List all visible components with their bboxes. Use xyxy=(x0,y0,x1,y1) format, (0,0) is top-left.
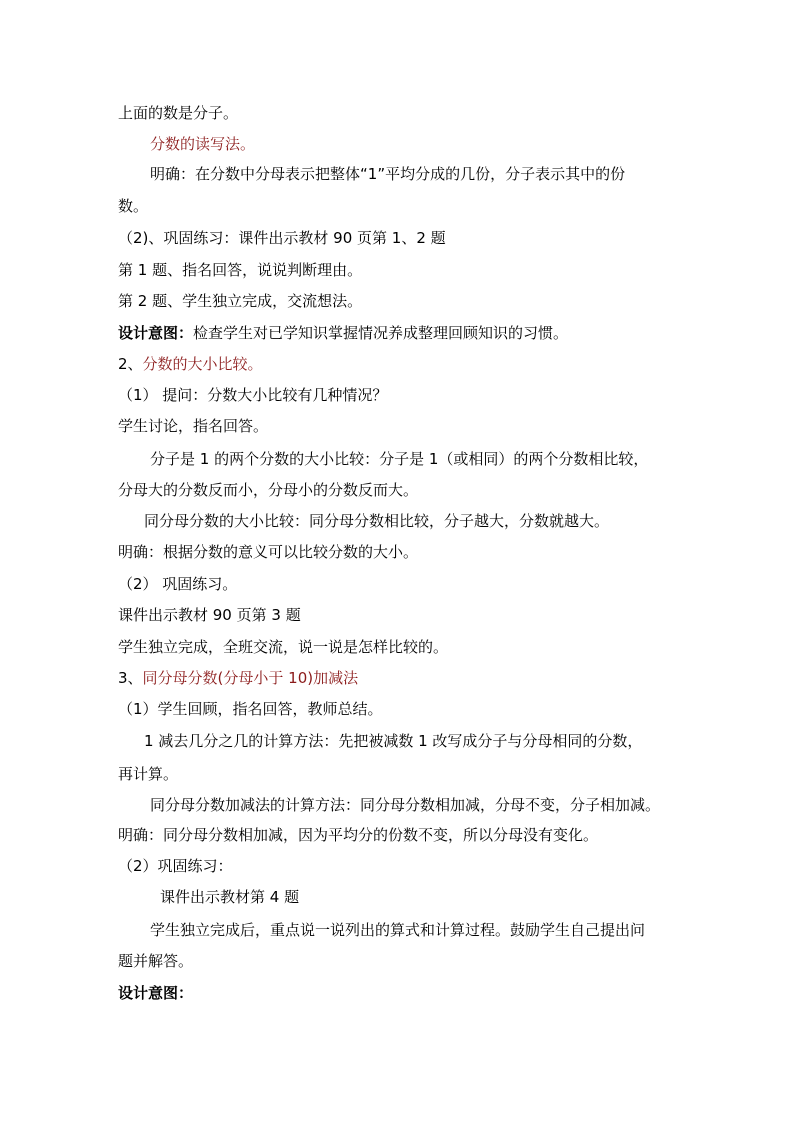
section-heading-line xyxy=(118,354,263,374)
paragraph-line: 同分母分数加减法的计算方法：同分母分数相加减，分母不变，分子相加减。 xyxy=(150,796,661,814)
paragraph-line: 课件出示教材 90 页第 3 题 xyxy=(118,606,301,624)
paragraph-line: 明确：根据分数的意义可以比较分数的大小。 xyxy=(118,543,419,561)
design-intent-label: 设计意图： xyxy=(118,984,194,1002)
paragraph-line: 数。 xyxy=(118,197,149,215)
paragraph-line: 学生独立完成，全班交流，说一说是怎样比较的。 xyxy=(118,638,449,656)
section-number: 3、 xyxy=(118,669,143,687)
section-heading: 同分母分数(分母小于 10)加减法 xyxy=(142,669,359,687)
section-heading: 分数的读写法。 xyxy=(150,135,256,153)
paragraph-line: 明确：同分母分数相加减，因为平均分的份数不变，所以分母没有变化。 xyxy=(118,826,599,844)
design-intent-line xyxy=(118,323,568,343)
paragraph-line: 第 1 题、指名回答，说说判断理由。 xyxy=(118,261,363,279)
paragraph-line: 明确：在分数中分母表示把整体“1”平均分成的几份，分子表示其中的份 xyxy=(150,165,626,183)
section-heading-line xyxy=(118,668,358,688)
paragraph-line: （1）学生回顾，指名回答，教师总结。 xyxy=(118,700,383,718)
paragraph-line: （2）巩固练习： xyxy=(118,857,233,875)
paragraph-line: 题并解答。 xyxy=(118,952,194,970)
paragraph-line: （1） 提问：分数大小比较有几种情况？ xyxy=(118,386,388,404)
paragraph-line: 学生讨论，指名回答。 xyxy=(118,417,269,435)
design-intent-label: 设计意图： xyxy=(118,324,194,342)
section-heading: 分数的大小比较。 xyxy=(142,355,263,373)
design-intent-text: 检查学生对已学知识掌握情况养成整理回顾知识的习惯。 xyxy=(193,324,569,342)
paragraph-line: （2） 巩固练习。 xyxy=(118,575,238,593)
paragraph-line: 学生独立完成后，重点说一说列出的算式和计算过程。鼓励学生自己提出问 xyxy=(150,921,646,939)
paragraph-line: 1 减去几分之几的计算方法：先把被减数 1 改写成分子与分母相同的分数， xyxy=(144,732,643,750)
paragraph-line: 同分母分数的大小比较：同分母分数相比较，分子越大，分数就越大。 xyxy=(144,512,610,530)
paragraph-line: 再计算。 xyxy=(118,765,179,783)
paragraph-line: 分子是 1 的两个分数的大小比较：分子是 1（或相同）的两个分数相比较， xyxy=(150,450,649,468)
paragraph-line: （2)、巩固练习：课件出示教材 90 页第 1、2 题 xyxy=(118,229,446,247)
paragraph-line: 课件出示教材第 4 题 xyxy=(160,888,300,906)
section-number: 2、 xyxy=(118,355,143,373)
paragraph-line: 第 2 题、学生独立完成，交流想法。 xyxy=(118,292,363,310)
paragraph-line: 上面的数是分子。 xyxy=(118,104,239,122)
paragraph-line: 分母大的分数反而小，分母小的分数反而大。 xyxy=(118,481,419,499)
